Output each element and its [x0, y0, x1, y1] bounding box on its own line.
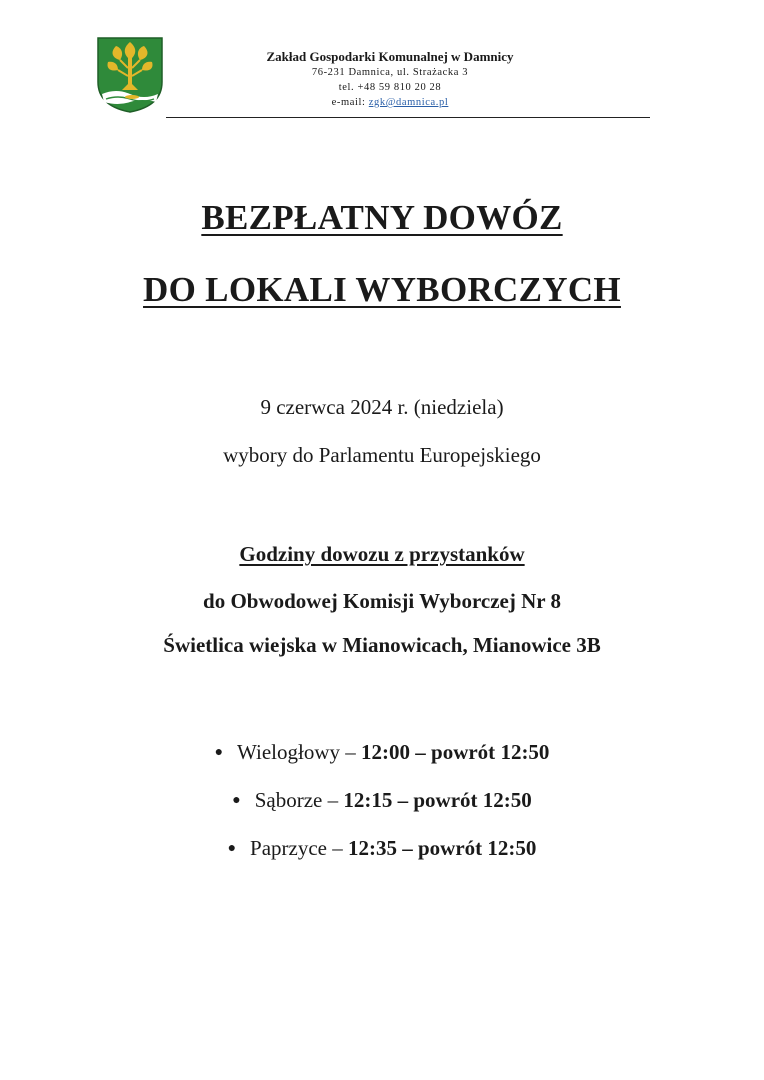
event-date: 9 czerwca 2024 r. (niedziela) — [260, 395, 504, 419]
return-time: 12:50 — [500, 740, 550, 764]
email-line — [160, 95, 620, 110]
stop-name: Wielogłowy — [237, 740, 341, 764]
schedule-heading — [0, 542, 764, 567]
separator: – — [327, 836, 348, 860]
return-label: – powrót — [397, 836, 488, 860]
commission: do Obwodowej Komisji Wyborczej Nr 8 — [203, 589, 561, 613]
header-divider — [166, 117, 650, 118]
location: Świetlica wiejska w Mianowicach, Mianowice 3B — [163, 633, 601, 657]
stops-list — [0, 730, 764, 874]
email-link[interactable]: zgk@damnica.pl — [368, 97, 449, 108]
event-name: wybory do Parlamentu Europejskiego — [223, 443, 541, 467]
return-time: 12:50 — [482, 788, 532, 812]
letterhead — [160, 48, 620, 110]
departure-time: 12:35 — [348, 836, 397, 860]
schedule-heading-text: Godziny dowozu z przystanków — [239, 542, 525, 566]
title-line-1 — [0, 198, 764, 238]
organization-name: Zakład Gospodarki Komunalnej w Damnicy — [266, 49, 514, 64]
bullet-icon: ● — [232, 793, 241, 808]
title-line-1-text: BEZPŁATNY DOWÓZ — [201, 198, 563, 237]
bullet-icon: ● — [214, 745, 224, 760]
title-line-2-text: DO LOKALI WYBORCZYCH — [143, 270, 621, 309]
email-label: e-mail: — [331, 97, 369, 108]
separator: – — [322, 788, 344, 812]
separator: – — [340, 740, 362, 764]
list-item — [0, 778, 764, 826]
departure-time: 12:15 — [343, 788, 393, 812]
return-time: 12:50 — [487, 836, 537, 860]
coat-of-arms-icon — [96, 36, 164, 114]
coat-of-arms — [96, 36, 164, 114]
stop-name: Paprzyce — [250, 836, 327, 860]
title-line-2 — [0, 270, 764, 310]
list-item — [0, 826, 764, 874]
departure-time: 12:00 — [361, 740, 411, 764]
bullet-icon: ● — [227, 841, 237, 856]
stop-name: Sąborze — [254, 788, 323, 812]
address: 76-231 Damnica, ul. Strażacka 3 — [311, 67, 469, 78]
phone: tel. +48 59 810 20 28 — [338, 82, 442, 93]
return-label: – powrót — [392, 788, 483, 812]
list-item — [0, 730, 764, 778]
return-label: – powrót — [410, 740, 501, 764]
